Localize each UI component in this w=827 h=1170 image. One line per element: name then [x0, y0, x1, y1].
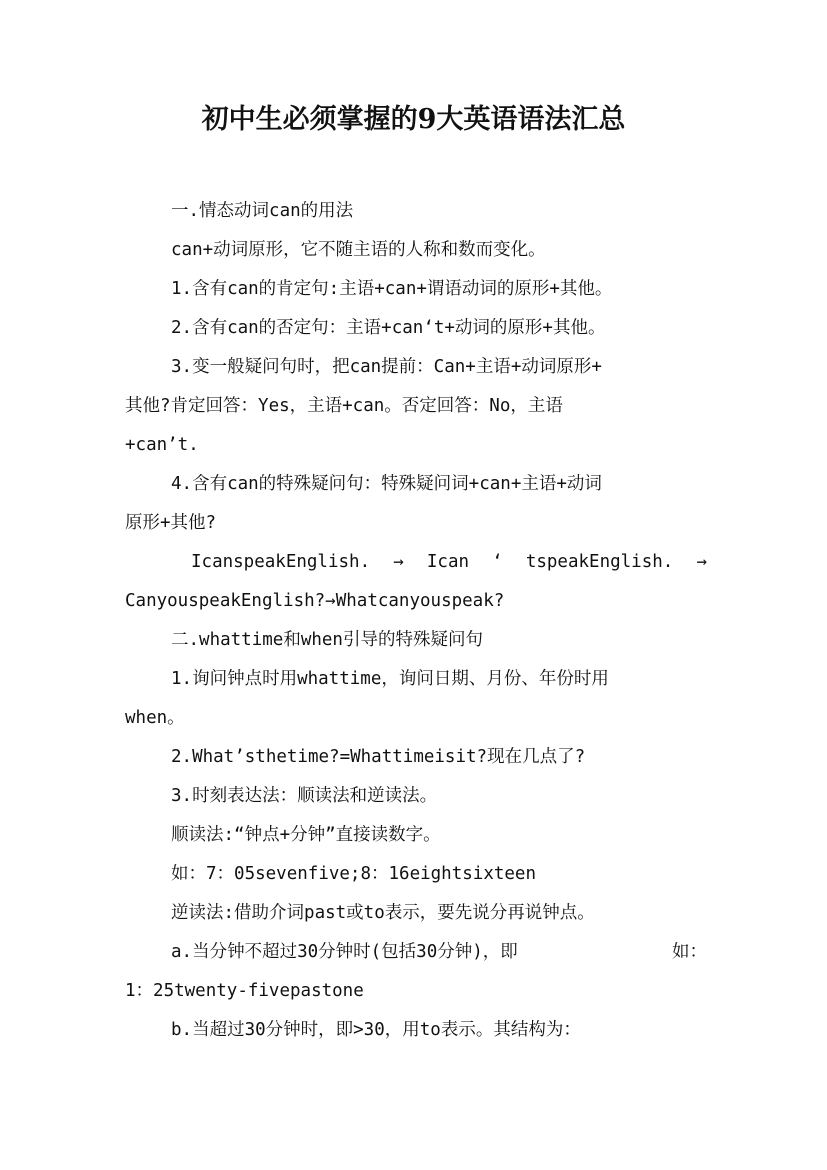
- arrow-icon: →: [393, 552, 404, 572]
- paragraph-line: 如：7：05sevenfive;8：16eightsixteen: [171, 864, 537, 884]
- example-segment: IcanspeakEnglish.: [191, 552, 371, 572]
- paragraph-line: 1.询问钟点时用whattime，询问日期、月份、年份时用: [171, 669, 609, 689]
- paragraph-segment: 如：: [672, 942, 707, 962]
- paragraph-line: 3.变一般疑问句时，把can提前：Can+主语+动词原形+: [171, 357, 602, 377]
- example-segment: Ican: [426, 552, 470, 572]
- paragraph-line: 逆读法:借助介词past或to表示，要先说分再说钟点。: [171, 903, 595, 923]
- section-heading-modal-can: 一.情态动词can的用法: [171, 201, 354, 221]
- paragraph-line: can+动词原形，它不随主语的人称和数而变化。: [171, 240, 546, 260]
- paragraph-line: 顺读法:“钟点+分钟”直接读数字。: [171, 825, 441, 845]
- paragraph-line: 2.含有can的否定句：主语+can‘t+动词的原形+其他。: [171, 318, 606, 338]
- paragraph-line: 3.时刻表达法：顺读法和逆读法。: [171, 786, 438, 806]
- section-heading-whattime-when: 二.whattime和when引导的特殊疑问句: [171, 630, 483, 650]
- paragraph-line: CanyouspeakEnglish?→Whatcanyouspeak?: [125, 591, 505, 611]
- example-segment: ‘: [492, 552, 503, 572]
- paragraph-line: 2.What’sthetime?=Whattimeisit?现在几点了?: [171, 747, 586, 767]
- paragraph-line: when。: [125, 708, 185, 728]
- paragraph-segment: a.当分钟不超过30分钟时(包括30分钟)，即: [171, 942, 518, 962]
- document-body: [125, 192, 707, 1050]
- paragraph-line: 原形+其他?: [125, 513, 217, 533]
- paragraph-line: 4.含有can的特殊疑问句：特殊疑问词+can+主语+动词: [171, 474, 602, 494]
- paragraph-line: [125, 933, 707, 972]
- example-segment: tspeakEnglish.: [525, 552, 674, 572]
- arrow-icon: →: [696, 552, 707, 572]
- paragraph-line: b.当超过30分钟时，即>30，用to表示。其结构为：: [171, 1020, 581, 1040]
- paragraph-line: 1：25twenty-fivepastone: [125, 981, 364, 1001]
- paragraph-line: 1.含有can的肯定句:主语+can+谓语动词的原形+其他。: [171, 279, 613, 299]
- paragraph-line: +can’t.: [125, 435, 199, 455]
- paragraph-line: 其他?肯定回答：Yes，主语+can。否定回答：No，主语: [125, 396, 563, 416]
- document-title: 初中生必须掌握的9大英语语法汇总: [201, 104, 626, 135]
- example-line: [125, 543, 707, 582]
